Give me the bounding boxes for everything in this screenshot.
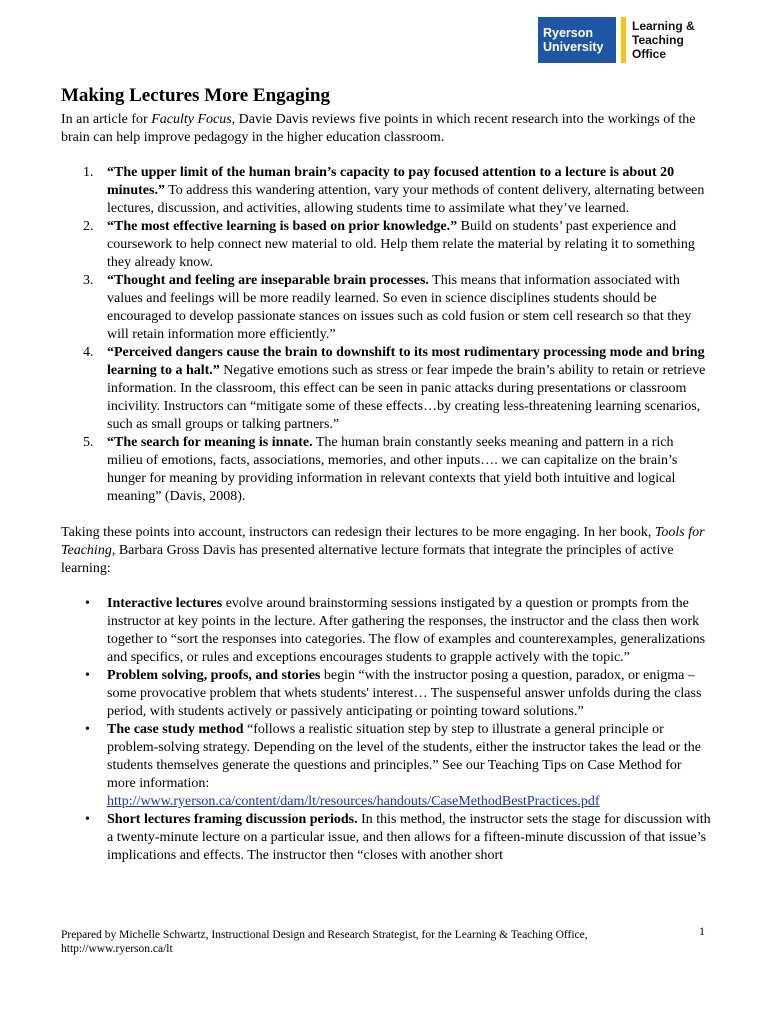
page-footer xyxy=(61,928,661,956)
logo-divider xyxy=(621,17,626,63)
list-item xyxy=(61,272,712,344)
list-item xyxy=(61,434,712,506)
bullet-icon: • xyxy=(85,596,90,611)
list-item xyxy=(61,218,712,272)
item-text: In this method, the instructor sets the stage for discussion with a twenty-minute lecture on a particular issue, and then allows for a fifteen-minute discussion of that issue’s implications and effects. The instructor then “closes with another short xyxy=(107,812,711,863)
bullet-icon: • xyxy=(85,722,90,737)
list-item xyxy=(61,595,712,667)
formats-intro-paragraph xyxy=(61,524,712,578)
list-item xyxy=(61,811,712,865)
item-number: 5. xyxy=(83,435,94,450)
item-number: 1. xyxy=(83,165,94,180)
item-heading: “Perceived dangers cause the brain to downshift to its most rudimentary processing mode and bring learning to a halt.” xyxy=(107,345,705,378)
item-heading: “The most effective learning is based on prior knowledge.” xyxy=(107,219,458,234)
intro-text-start: In an article for xyxy=(61,112,152,127)
item-heading: “The search for meaning is innate. xyxy=(107,435,313,450)
page-number: 1 xyxy=(699,924,705,938)
ryerson-logo[interactable] xyxy=(538,17,695,63)
bullet-icon: • xyxy=(85,668,90,683)
item-heading: The case study method xyxy=(107,722,244,737)
item-heading: Short lectures framing discussion periods. xyxy=(107,812,358,827)
list-item xyxy=(61,721,712,811)
footer-url: http://www.ryerson.ca/lt xyxy=(61,943,173,955)
logo-line-2: University xyxy=(543,40,604,54)
item-heading: Problem solving, proofs, and stories xyxy=(107,668,321,683)
list-item xyxy=(61,164,712,218)
case-method-link[interactable]: http://www.ryerson.ca/content/dam/lt/resources/handouts/CaseMethodBestPractices.pdf xyxy=(107,794,600,809)
item-text: “follows a realistic situation step by step to illustrate a general principle or problem-solving strategy. Depending on the level of the students, either the instructor takes the lead or the students themselves generate the questions and principles.” See our Teaching Tips on Case Method for more information: xyxy=(107,722,701,791)
list-item xyxy=(61,667,712,721)
item-heading: Interactive lectures xyxy=(107,596,223,611)
list-item xyxy=(61,344,712,434)
item-heading: “The upper limit of the human brain’s capacity to pay focused attention to a lecture is about 20 minutes.” xyxy=(107,165,675,198)
office-wordmark xyxy=(632,17,695,63)
item-text: Build on students’ past experience and coursework to help connect new material to old. Help them relate the material by relating it to something they already know. xyxy=(107,219,695,270)
formats-intro-start: Taking these points into account, instructors can redesign their lectures to be more engaging. In her book, xyxy=(61,525,655,540)
item-number: 3. xyxy=(83,273,94,288)
university-wordmark xyxy=(538,17,616,63)
intro-text-end: , Davie Davis reviews five points in which recent research into the workings of the brain can help improve pedagogy in the higher education classroom. xyxy=(61,112,696,145)
logo-line-1: Ryerson xyxy=(543,26,594,40)
item-heading: “Thought and feeling are inseparable brain processes. xyxy=(107,273,429,288)
item-text: To address this wandering attention, vary your methods of content delivery, alternating between lectures, discussion, and activities, allowing students time to assimilate what they’ve learned. xyxy=(107,183,705,216)
item-text: The human brain constantly seeks meaning and pattern in a rich milieu of emotions, facts, associations, memories, and other inputs…. we can capitalize on the brain’s hunger for meaning by providing information in relevant contexts that yield both intuitive and logical meaning” (Davis, 2008). xyxy=(107,435,678,504)
office-line-3: Office xyxy=(632,47,667,61)
office-line-2: Teaching xyxy=(632,33,684,47)
item-number: 4. xyxy=(83,345,94,360)
item-text: This means that information associated with values and feelings will be more readily learned. So even in science disciplines students should be encouraged to develop passionate stances on issues such as cold fusion or stem cell research so that they will retain information more efficiently.” xyxy=(107,273,692,342)
page-title: Making Lectures More Engaging xyxy=(61,85,330,106)
bullet-icon: • xyxy=(85,812,90,827)
book-title: Tools for Teaching xyxy=(61,525,705,558)
lecture-formats-list xyxy=(61,595,712,865)
office-line-1: Learning & xyxy=(632,19,695,33)
item-text: Negative emotions such as stress or fear impede the brain’s ability to retain or retrieve information. In the classroom, this effect can be seen in panic attacks during presentations or classroom incivility. Instructors can “mitigate some of these effects…by creating less-threatening learning scenarios, such as small groups or talking partners.” xyxy=(107,363,706,432)
journal-title: Faculty Focus xyxy=(151,112,232,127)
footer-credit: Prepared by Michelle Schwartz, Instructional Design and Research Strategist, for the Learning & Teaching Office, xyxy=(61,929,588,941)
intro-paragraph xyxy=(61,111,712,147)
item-number: 2. xyxy=(83,219,94,234)
formats-intro-end: , Barbara Gross Davis has presented alternative lecture formats that integrate the principles of active learning: xyxy=(61,543,674,576)
document-body xyxy=(61,111,712,865)
item-text: begin “with the instructor posing a question, paradox, or enigma – some provocative problem that whets students' interest… The suspenseful answer unfolds during the class period, with students actively or passively anticipating or pointing toward solutions.” xyxy=(107,668,702,719)
research-points-list xyxy=(61,164,712,506)
item-text: evolve around brainstorming sessions instigated by a question or prompts from the instructor at key points in the lecture. After gathering the responses, the instructor and the class then work together to “sort the responses into categories. The flow of examples and counterexamples, generalizations and specifics, or rules and exceptions encourages students to grapple actively with the topic.” xyxy=(107,596,706,665)
